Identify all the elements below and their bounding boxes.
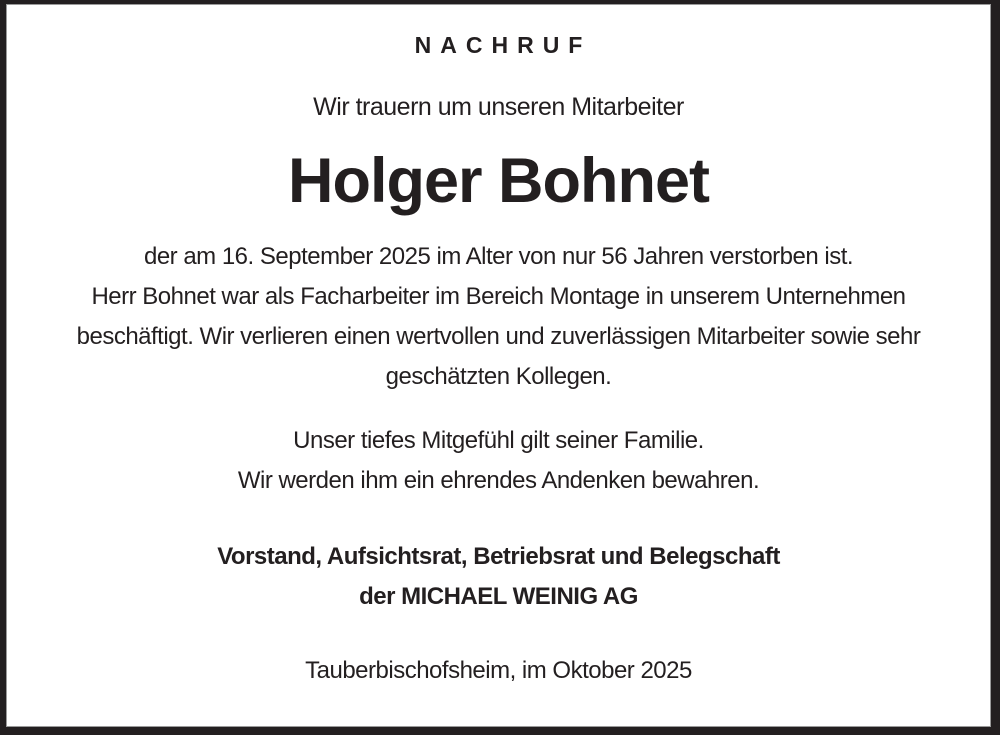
- place-date-line: Tauberbischofsheim, im Oktober 2025: [305, 657, 692, 684]
- sympathy-paragraph: [7, 421, 990, 501]
- sympathy-line: Wir werden ihm ein ehrendes Andenken bewahren.: [237, 467, 760, 494]
- deceased-name: Holger Bohnet: [288, 146, 709, 216]
- tribute-paragraph: [7, 277, 990, 397]
- sympathy-line: Unser tiefes Mitgefühl gilt seiner Familie.: [293, 427, 704, 454]
- signature-line: der MICHAEL WEINIG AG: [359, 583, 638, 610]
- signature-line: Vorstand, Aufsichtsrat, Betriebsrat und Belegschaft: [217, 543, 780, 570]
- tribute-line: geschätzten Kollegen.: [385, 363, 612, 390]
- intro-line: Wir trauern um unseren Mitarbeiter: [313, 93, 684, 121]
- signature-block: [7, 537, 990, 617]
- notice-frame: [6, 4, 991, 727]
- tribute-line: Herr Bohnet war als Facharbeiter im Bereich Montage in unserem Unternehmen: [91, 283, 906, 310]
- tribute-line: beschäftigt. Wir verlieren einen wertvollen und zuverlässigen Mitarbeiter sowie sehr: [76, 323, 921, 350]
- death-date-line: der am 16. September 2025 im Alter von nur 56 Jahren verstorben ist.: [143, 243, 854, 270]
- notice-kicker: NACHRUF: [414, 32, 592, 58]
